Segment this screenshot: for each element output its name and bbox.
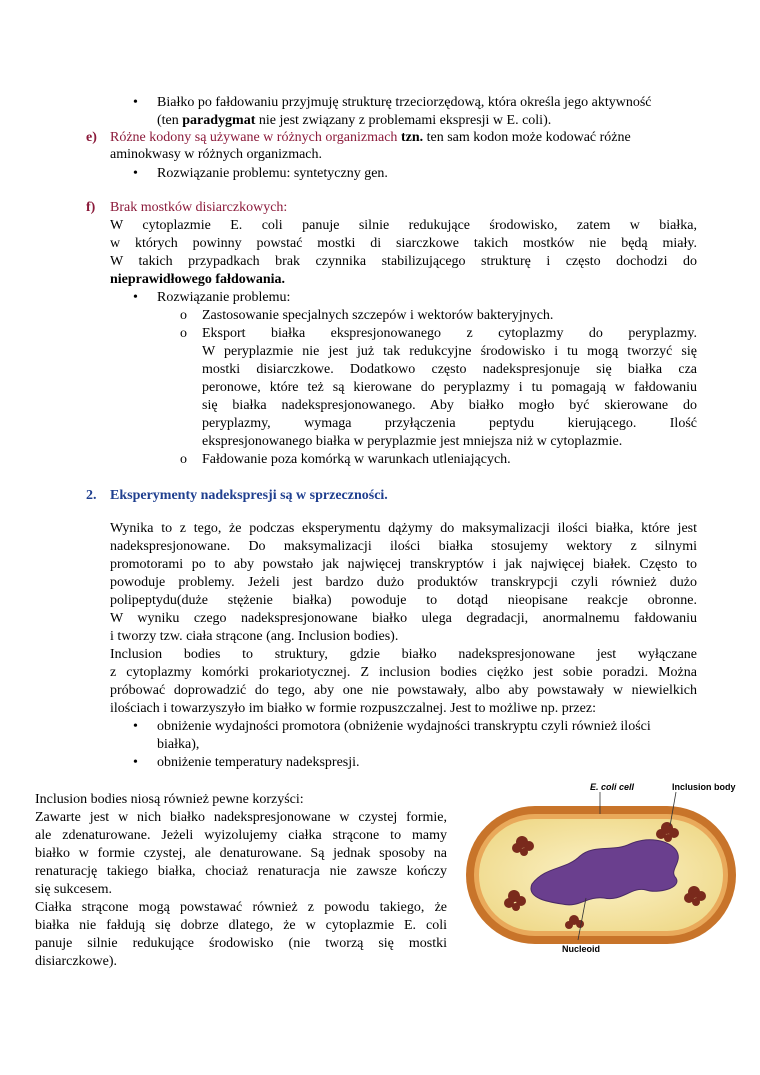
sub-item-2-line: mostki disiarczkowe. Dodatkowo często nadekspresjonuje się białka cza — [202, 362, 697, 377]
item-f-para-line: W takich przypadkach brak czynnika stabilizującego strukturę i często dochodzi do — [110, 254, 697, 269]
item-f-bullet: Rozwiązanie problemu: — [157, 290, 291, 305]
section-2-para1-line: i tworzy tzw. ciała strącone (ang. Inclusion bodies). — [110, 629, 399, 644]
bottom-line: Zawarte jest w nich białko nadekspresjonowane w czystej formie, — [35, 810, 447, 825]
sub-marker: o — [180, 452, 187, 467]
bullet-marker: • — [133, 166, 138, 181]
item-e-title-line: Różne kodony są używane w różnych organizmach tzn. ten sam kodon może kodować różne — [110, 130, 631, 145]
section-2-bullet-cont: białka), — [157, 737, 200, 752]
bottom-line: disiarczkowe). — [35, 954, 118, 969]
item-f-para-line: w których powinny powstać mostki di siarczkowe takich mostków nie będą miały. — [110, 236, 697, 251]
sub-marker: o — [180, 326, 187, 341]
item-f-para-line: W cytoplazmie E. coli panuje silnie redukujące środowisko, zatem w białka, — [110, 218, 697, 233]
top-bullet-line2: (ten paradygmat nie jest związany z problemami ekspresji w E. coli). — [157, 113, 552, 128]
section-2-para1-line: polipeptydu(duże stężenie białka) powoduje to dotąd nieopisane reakcje obronne. — [110, 593, 697, 608]
section-2-number: 2. — [86, 488, 97, 503]
sub-item-2-line: W peryplazmie nie jest już tak redukcyjne środowisko i tu mogą tworzyć się — [202, 344, 697, 359]
section-2-para2-line: Inclusion bodies to struktury, gdzie białko nadekspresjonowane jest wyłączane — [110, 647, 697, 662]
sub-item-2-line: peronowe, które też są kierowane do peryplazmy i tu pomagają w fałdowaniu — [202, 380, 697, 395]
bottom-line: białka nie fałdują się dobrze dlatego, że w cytoplazmie E. coli — [35, 918, 447, 933]
bottom-line: Inclusion bodies niosą również pewne korzyści: — [35, 792, 304, 807]
section-2-para2-line: z cytoplazmy komórki prokariotycznej. Z inclusion bodies ciężko jest sobie poradzi. Można — [110, 665, 697, 680]
ecoli-cell-figure — [462, 780, 742, 960]
section-2-para1-line: Wynika to z tego, że podczas eksperymentu dążymy do maksymalizacji ilości białka, które jest — [110, 521, 697, 536]
section-2-para1-line: nadekspresjonowane. Do maksymalizacji ilości białka stosujemy wektory z silnymi — [110, 539, 697, 554]
item-e-line2: aminokwasy w różnych organizmach. — [110, 147, 323, 162]
section-2-bullet: obniżenie temperatury nadekspresji. — [157, 755, 360, 770]
sub-marker: o — [180, 308, 187, 323]
label-inclusion-body: Inclusion body — [672, 782, 736, 792]
item-e-bullet: Rozwiązanie problemu: syntetyczny gen. — [157, 166, 388, 181]
bottom-line: Ciałka strącone mogą powstawać również z powodu takiego, że — [35, 900, 447, 915]
section-2-bullet: obniżenie wydajności promotora (obniżenie wydajności transkryptu czyli również ilości — [157, 719, 651, 734]
section-2-para1-line: powoduje problemy. Jeżeli jest bardzo dużo produktów transkrypcji czyli również dużo — [110, 575, 697, 590]
sub-item-2-line: Eksport białka ekspresjonowanego z cytoplazmy do peryplazmy. — [202, 326, 697, 341]
section-2-para2-line: ilościach i towarzyszyło im białko w formie rozpuszczalnej. Jest to możliwe np. przez: — [110, 701, 596, 716]
bullet-marker: • — [133, 755, 138, 770]
sub-item-1: Zastosowanie specjalnych szczepów i wektorów bakteryjnych. — [202, 308, 554, 323]
section-2-title: Eksperymenty nadekspresji są w sprzeczności. — [110, 488, 388, 503]
item-f-title: Brak mostków disiarczkowych: — [110, 200, 288, 215]
sub-item-2-line: się białka nadekspresjonowanego. Aby białko mogło być skierowane do — [202, 398, 697, 413]
section-2-para1-line: promotorami po to aby powstało jak najwięcej transkryptów i jak najwięcej białek. Często to — [110, 557, 697, 572]
bottom-line: się sukcesem. — [35, 882, 112, 897]
label-ecoli-cell: E. coli cell — [590, 782, 635, 792]
bottom-line: panuje silnie redukujące środowisko (nie tworzą się mostki — [35, 936, 447, 951]
sub-item-2-line: peryplazmy, wymaga przyłączenia peptydu kierującego. Ilość — [202, 416, 697, 431]
bullet-marker: • — [133, 95, 138, 110]
bottom-line: białko w formie czystej, ale denaturowane. Są jednak sposoby na — [35, 846, 447, 861]
item-f-para-line: nieprawidłowego fałdowania. — [110, 272, 286, 287]
bottom-line: renaturację takiego białka, chociaż renaturacja nie zawsze kończy — [35, 864, 447, 879]
top-bullet-line1: Białko po fałdowaniu przyjmuję strukturę trzeciorzędową, która określa jego aktywność — [157, 95, 652, 110]
bottom-line: ale zdenaturowane. Jeżeli wyizolujemy ciałka strącone to mamy — [35, 828, 447, 843]
label-nucleoid: Nucleoid — [562, 944, 601, 954]
item-f-letter: f) — [86, 200, 96, 215]
ecoli-cell-diagram — [462, 780, 742, 960]
item-e-letter: e) — [86, 130, 97, 145]
bullet-marker: • — [133, 290, 138, 305]
bullet-marker: • — [133, 719, 138, 734]
sub-item-3: Fałdowanie poza komórką w warunkach utleniających. — [202, 452, 511, 467]
section-2-para1-line: W wyniku czego nadekspresjonowane białko ulega degradacji, anormalnemu fałdowaniu — [110, 611, 697, 626]
section-2-para2-line: próbować doprowadzić do tego, aby one nie powstawały, albo aby powstawały w niewielkich — [110, 683, 697, 698]
sub-item-2-line: ekspresjonowanego białka w peryplazmie jest mniejsza niż w cytoplazmie. — [202, 434, 623, 449]
